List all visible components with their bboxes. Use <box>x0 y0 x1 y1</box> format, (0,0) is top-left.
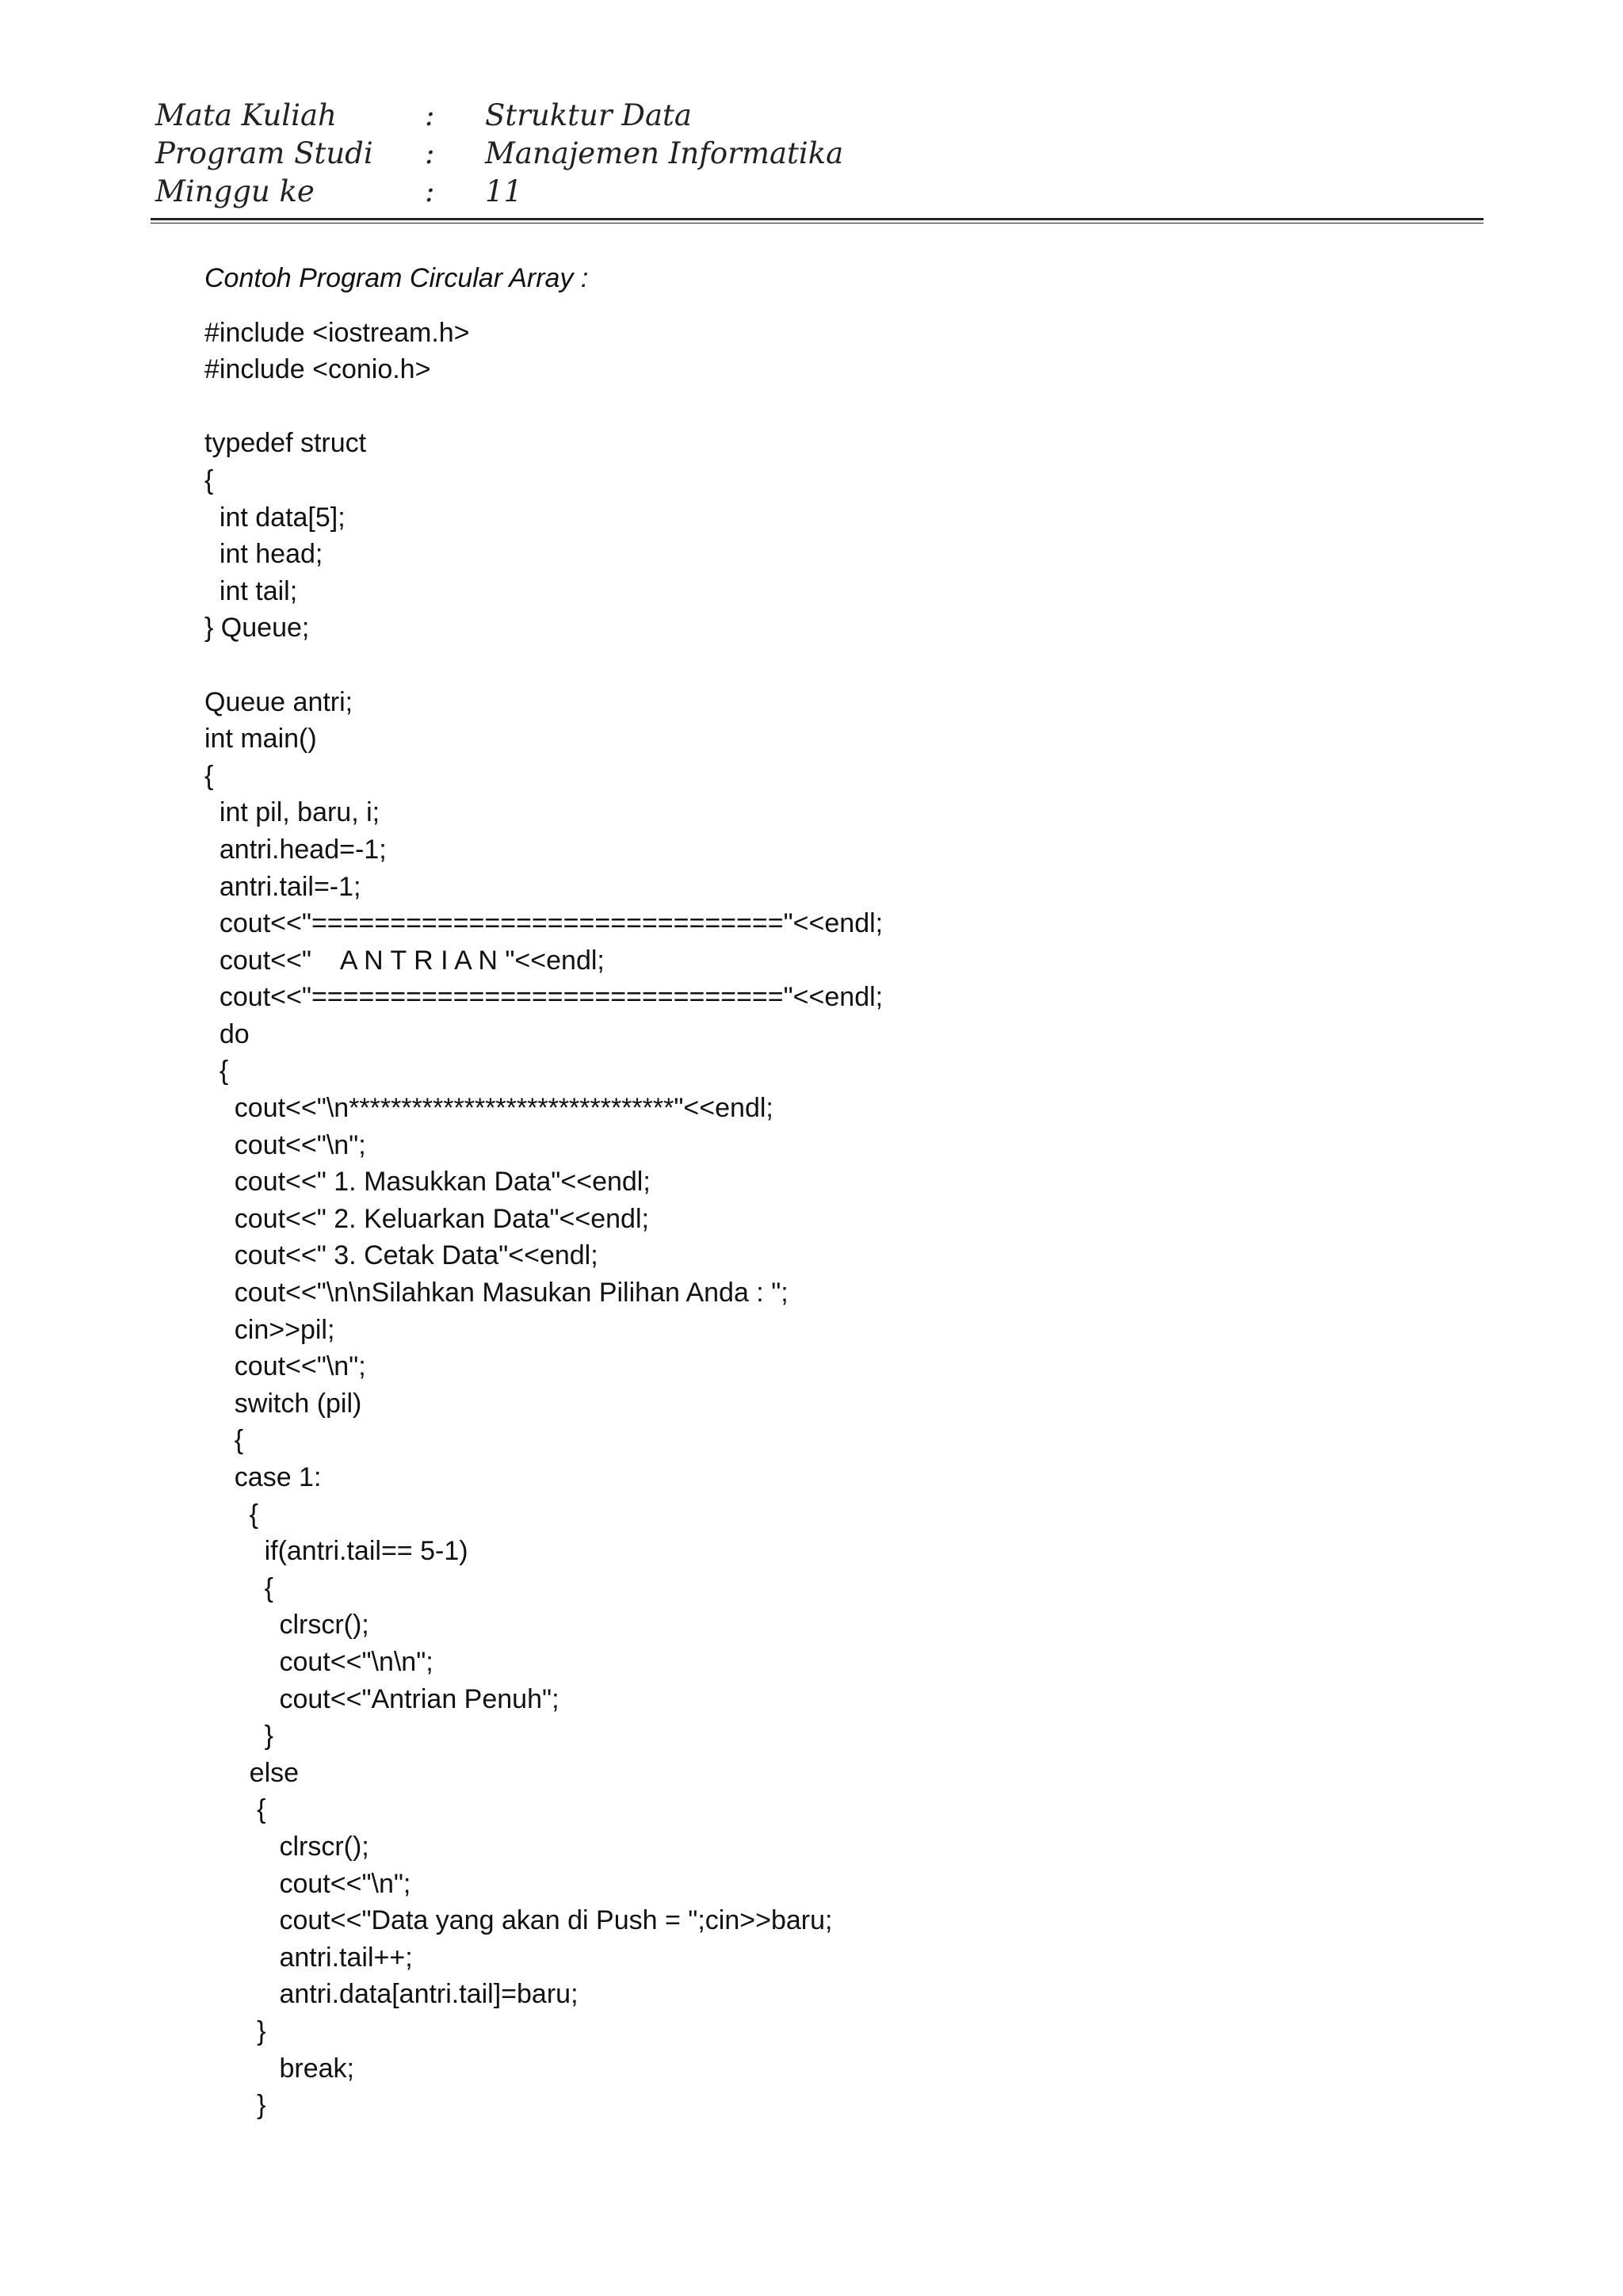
code-line: int head; <box>204 539 323 570</box>
header-label-course: Mata Kuliah <box>155 98 337 132</box>
header-row-week <box>155 173 1487 211</box>
code-line: { <box>204 760 214 791</box>
code-line: antri.tail=-1; <box>204 871 361 902</box>
header-colon: : <box>425 136 435 170</box>
header-colon: : <box>425 174 435 208</box>
code-line: } <box>204 1721 273 1752</box>
header-label-week: Minggu ke <box>155 174 315 208</box>
header-divider-thick <box>151 218 1484 220</box>
code-line: cout<<" 1. Masukkan Data"<<endl; <box>204 1167 651 1198</box>
code-line <box>204 647 1472 684</box>
code-line: if(antri.tail== 5-1) <box>204 1536 468 1567</box>
code-line: cout<<"Antrian Penuh"; <box>204 1683 559 1714</box>
code-line: #include <conio.h> <box>204 354 431 385</box>
code-line: } <box>204 2015 266 2046</box>
code-line: cout<<"\n\nSilahkan Masukan Pilihan Anda : "; <box>204 1278 789 1308</box>
code-line: int pil, baru, i; <box>204 797 380 828</box>
code-line: cout<<"\n*******************************"<<endl; <box>204 1093 773 1124</box>
code-line: else <box>204 1757 300 1788</box>
header-row-course <box>155 97 1487 135</box>
code-line: cout<<"\n"; <box>204 1868 411 1899</box>
document-header <box>155 97 1487 211</box>
code-line: { <box>204 1499 259 1530</box>
code-line: antri.data[antri.tail]=baru; <box>204 1979 579 2010</box>
code-line: int data[5]; <box>204 502 346 533</box>
code-line: typedef struct <box>204 428 367 459</box>
document-body <box>204 260 1472 2124</box>
code-listing <box>204 315 1472 2124</box>
code-line: cout<<"\n\n"; <box>204 1646 433 1677</box>
code-line: antri.head=-1; <box>204 834 387 865</box>
code-line: cout<<" A N T R I A N "<<endl; <box>204 945 605 976</box>
header-label-program: Program Studi <box>155 136 373 170</box>
code-line: } <box>204 2090 266 2121</box>
code-line: { <box>204 464 214 495</box>
code-line: { <box>204 1572 273 1603</box>
code-line: int main() <box>204 724 317 755</box>
code-line: cout<<" 2. Keluarkan Data"<<endl; <box>204 1203 649 1234</box>
code-line: clrscr(); <box>204 1610 369 1641</box>
code-line: cout<<"\n"; <box>204 1351 366 1382</box>
code-line: cout<<"\n"; <box>204 1129 366 1160</box>
code-line: { <box>204 1056 229 1087</box>
code-line: antri.tail++; <box>204 1942 413 1973</box>
code-line: } Queue; <box>204 613 310 644</box>
header-value-course: Struktur Data <box>485 98 692 132</box>
code-line: break; <box>204 2053 354 2084</box>
code-line: { <box>204 1794 266 1825</box>
header-value-program: Manajemen Informatika <box>485 136 844 170</box>
header-value-week: 11 <box>485 174 523 208</box>
code-line: cin>>pil; <box>204 1314 335 1345</box>
header-colon: : <box>425 98 435 132</box>
code-line: cout<<"=============================="<<endl; <box>204 982 884 1013</box>
code-line: { <box>204 1425 244 1456</box>
code-line <box>204 388 1472 426</box>
code-line: cout<<"=============================="<<endl; <box>204 908 884 939</box>
code-line: cout<<"Data yang akan di Push = ";cin>>baru; <box>204 1905 833 1936</box>
code-line: clrscr(); <box>204 1831 369 1862</box>
section-title: Contoh Program Circular Array : <box>204 263 589 293</box>
code-line: case 1: <box>204 1462 322 1492</box>
header-row-program <box>155 135 1487 173</box>
code-line: #include <iostream.h> <box>204 317 470 348</box>
code-line: do <box>204 1018 250 1049</box>
code-line: Queue antri; <box>204 686 353 717</box>
code-line: cout<<" 3. Cetak Data"<<endl; <box>204 1240 598 1271</box>
code-line: switch (pil) <box>204 1388 362 1419</box>
code-line: int tail; <box>204 575 298 606</box>
